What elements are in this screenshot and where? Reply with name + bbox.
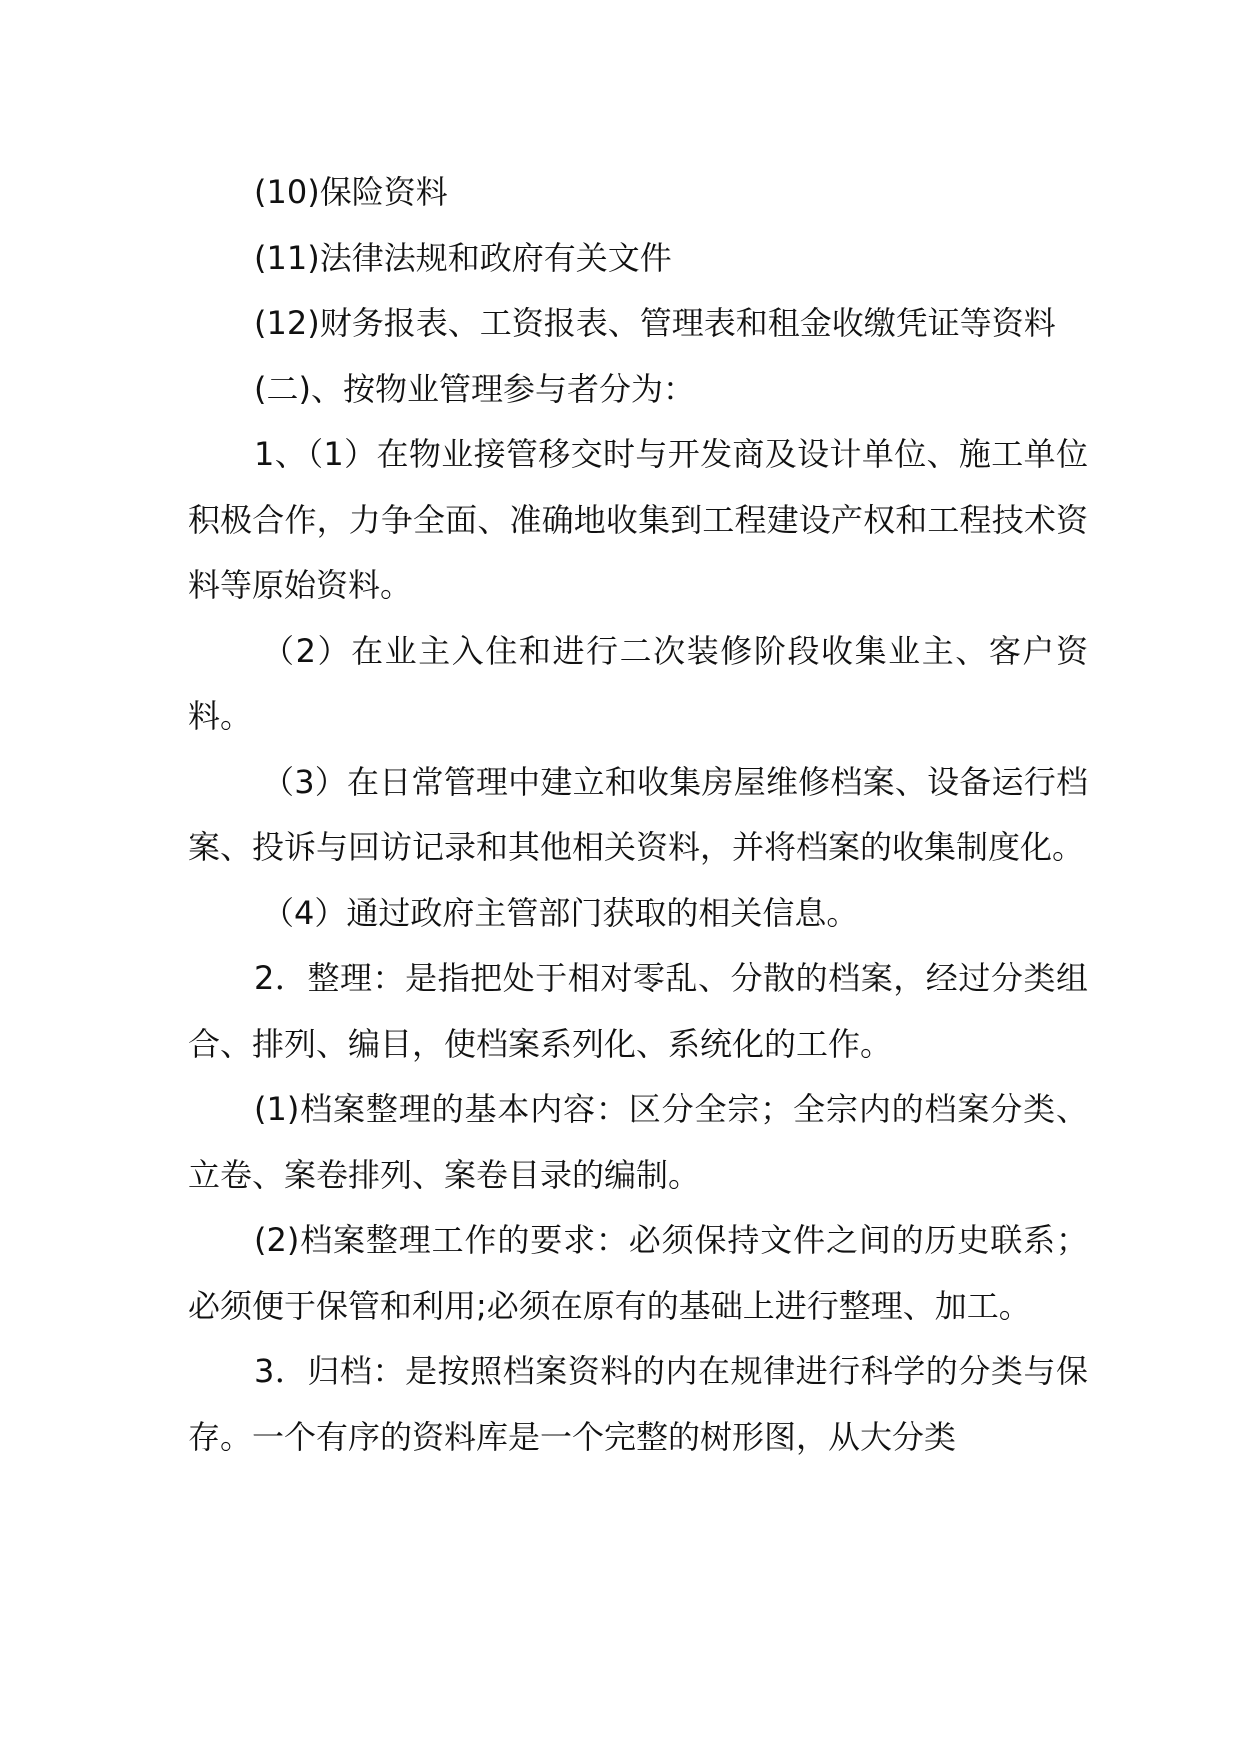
paragraph-collect-1: 1、（1）在物业接管移交时与开发商及设计单位、施工单位积极合作，力争全面、准确地收集到工程建设产权和工程技术资料等原始资料。 [188, 435, 1088, 604]
paragraph-organize-content: (1)档案整理的基本内容：区分全宗；全宗内的档案分类、立卷、案卷排列、案卷目录的编制。 [188, 1090, 1088, 1194]
document-body [188, 160, 1088, 1470]
paragraph-laws: (11)法律法规和政府有关文件 [254, 238, 672, 277]
paragraph-organize-requirements: (2)档案整理工作的要求：必须保持文件之间的历史联系；必须便于保管和利用;必须在原有的基础上进行整理、加工。 [188, 1221, 1088, 1325]
paragraph-participants-heading: (二)、按物业管理参与者分为： [254, 369, 695, 408]
paragraph-archive: 3．归档：是按照档案资料的内在规律进行科学的分类与保存。一个有序的资料库是一个完整的树形图，从大分类 [188, 1352, 1088, 1456]
paragraph-collect-3: （3）在日常管理中建立和收集房屋维修档案、设备运行档案、投诉与回访记录和其他相关资料，并将档案的收集制度化。 [188, 762, 1088, 866]
paragraph-insurance: (10)保险资料 [254, 173, 448, 211]
paragraph-collect-2: （2）在业主入住和进行二次装修阶段收集业主、客户资料。 [188, 631, 1088, 735]
paragraph-financial: (12)财务报表、工资报表、管理表和租金收缴凭证等资料 [254, 304, 1056, 342]
paragraph-collect-4: （4）通过政府主管部门获取的相关信息。 [262, 893, 859, 932]
paragraph-organize: 2．整理：是指把处于相对零乱、分散的档案，经过分类组合、排列、编目，使档案系列化、系统化的工作。 [188, 959, 1088, 1063]
